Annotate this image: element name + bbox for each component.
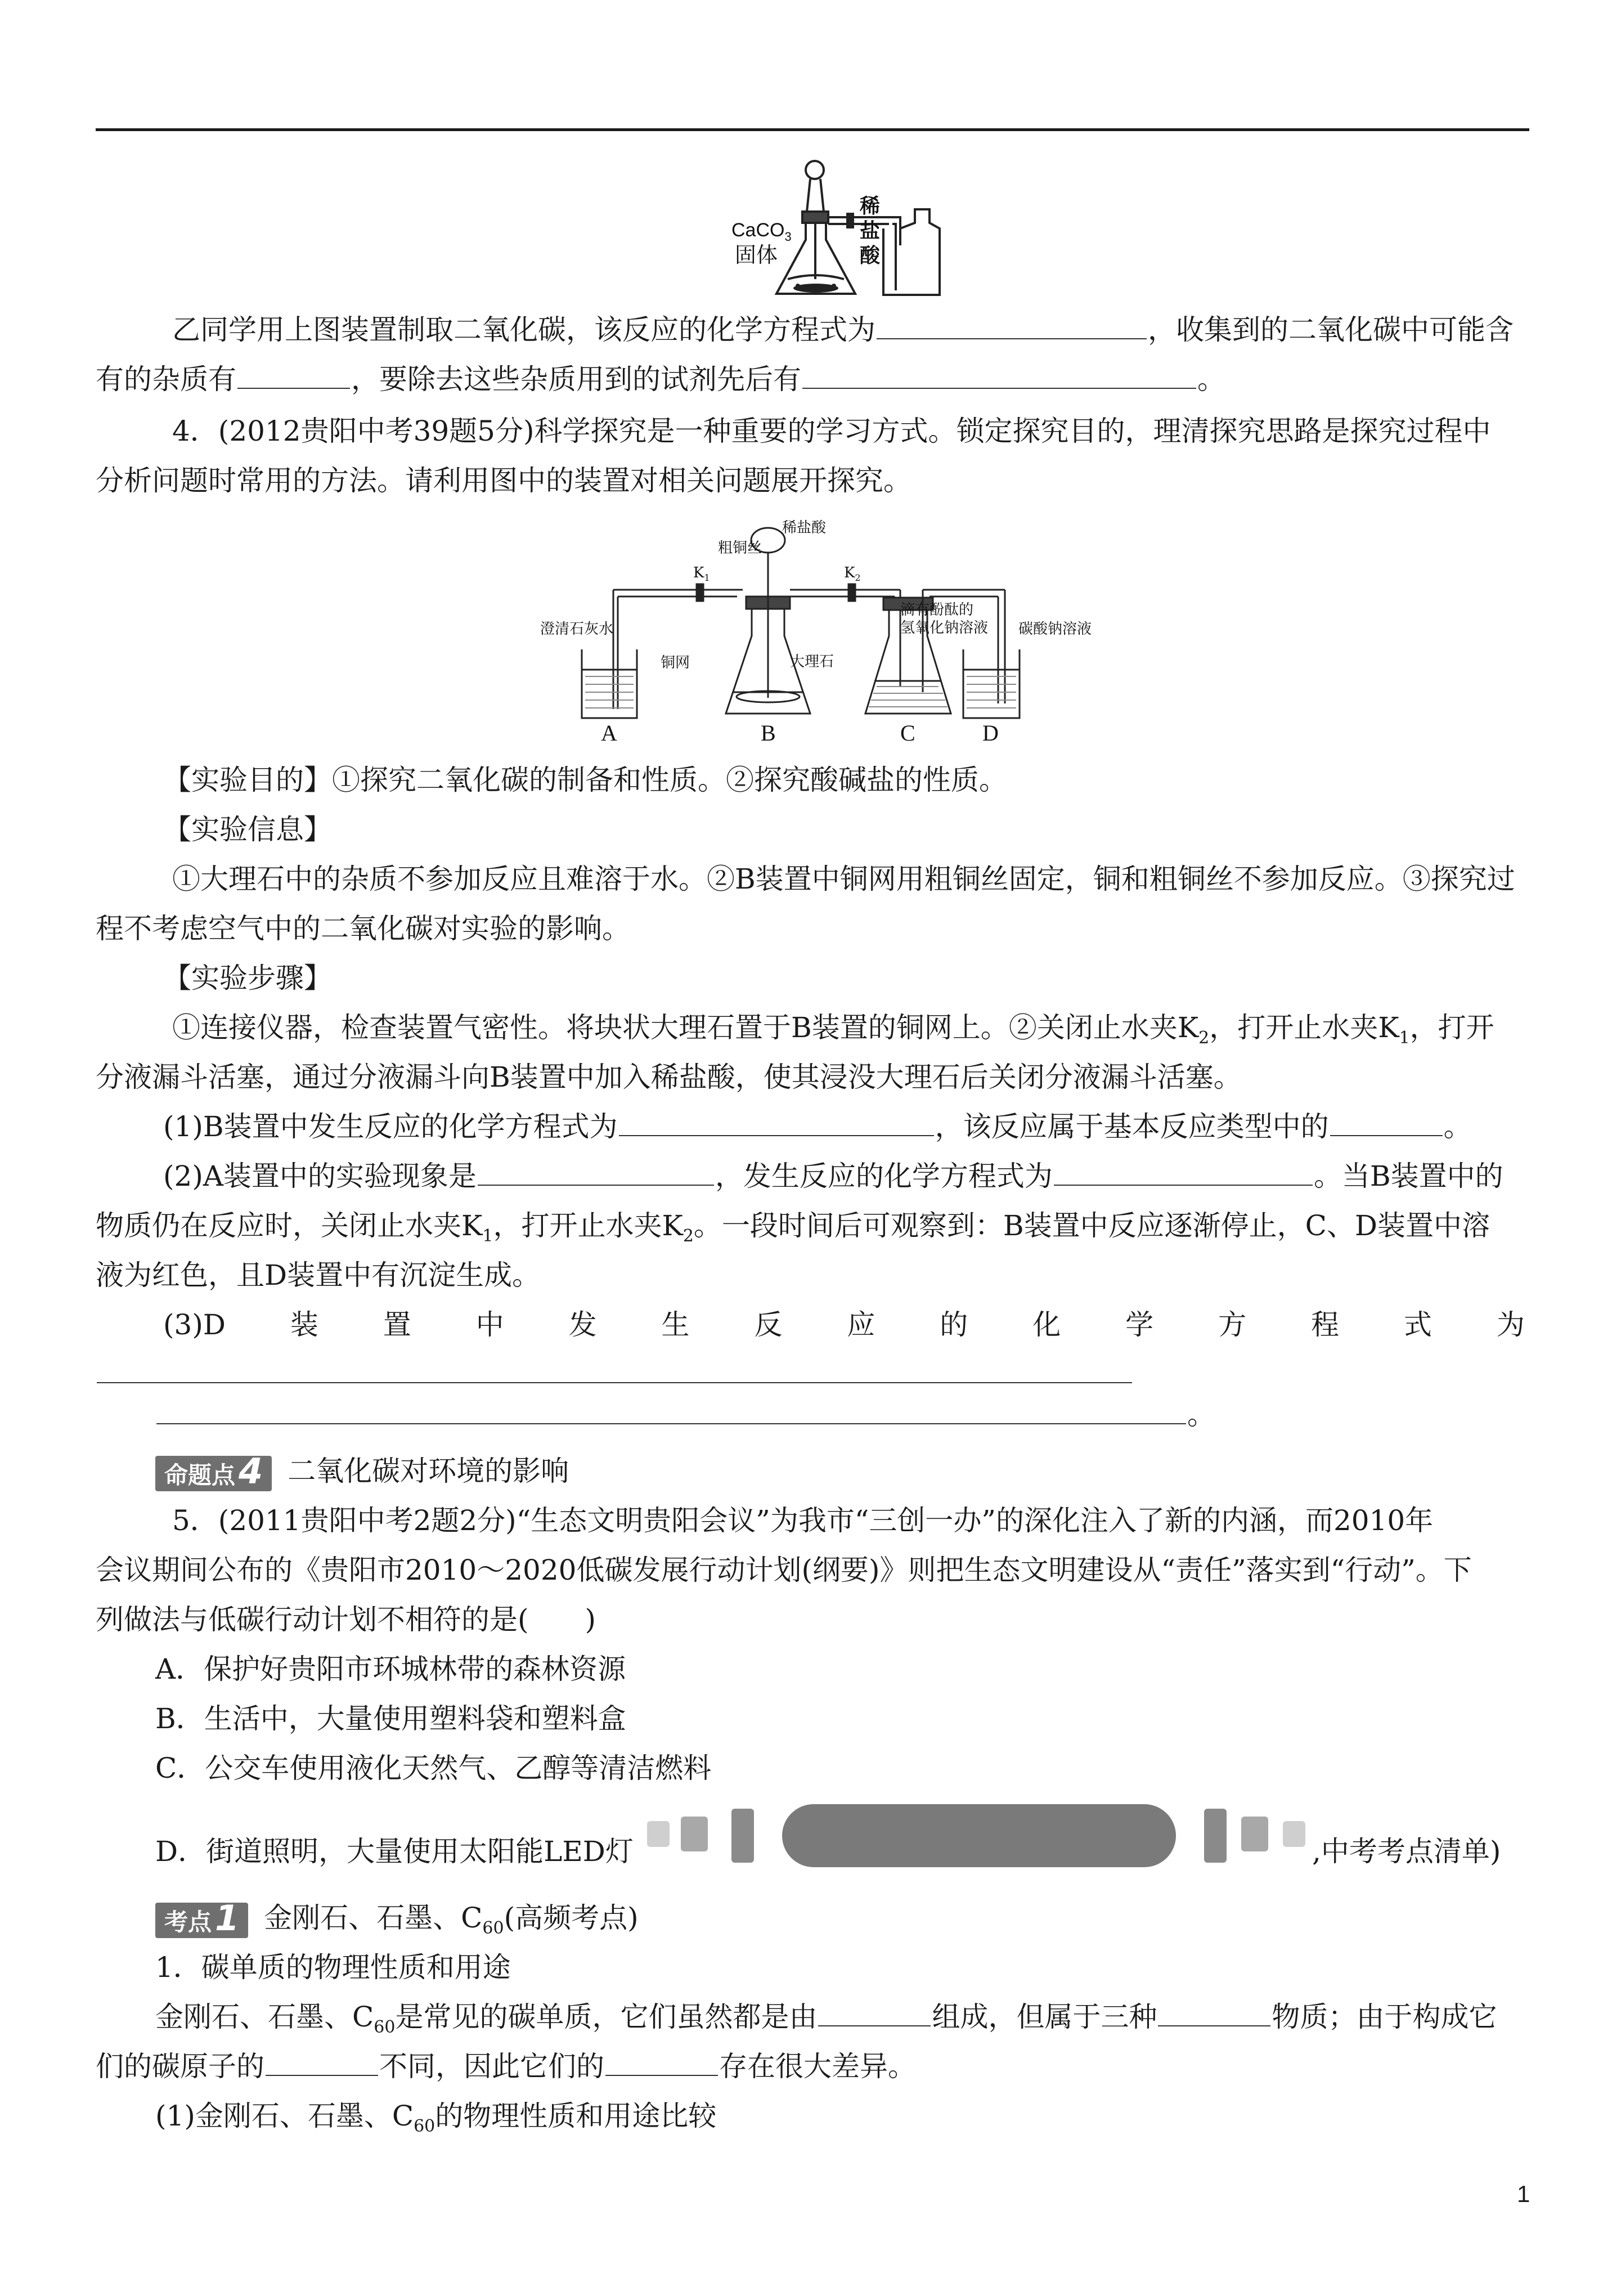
answer-blank[interactable] [156,1398,1186,1424]
k1-label: $K_1$ [693,564,710,583]
kaodian-tag: 考点1 [155,1903,248,1938]
label-d: D [982,720,999,743]
header-rule [96,128,1529,131]
acid-label-1: 稀 [860,194,881,218]
q4-sub3: (3)D 装 置 中 发 生 反 应 的 化 学 方 程 式 为 [163,1308,1525,1341]
acid-label-2: 盐 [860,219,881,243]
answer-blank[interactable] [619,1110,934,1136]
experiment-info-1: ①大理石中的杂质不参加反应且难溶于水。②B装置中铜网用粗铜丝固定，铜和粗铜丝不参加反应。③探究过 [172,863,1515,895]
na2co3-label: 碳酸钠溶液 [1018,621,1092,638]
answer-blank[interactable] [1054,1160,1313,1186]
acid-fig-label: 稀盐酸 [782,519,827,536]
banner-square [1241,1817,1268,1851]
q3-line1: 乙同学用上图装置制取二氧化碳，该反应的化学方程式为 ，收集到的二氧化碳中可能含 [172,313,1514,346]
mesh-label: 铜网 [661,654,690,671]
page-number: 1 [1517,2181,1530,2207]
q5-option-d[interactable]: D．街道照明，大量使用太阳能LED灯 [155,1835,634,1868]
q5-line2: 会议期间公布的《贵阳市2010～2020低碳发展行动计划(纲要)》则把生态文明建设从“责任”落实到“行动”。下 [96,1554,1472,1586]
section-1-heading: 1．碳单质的物理性质和用途 [155,1951,511,1984]
q4-line2: 分析问题时常用的方法。请利用图中的装置对相关问题展开探究。 [96,464,911,497]
k2-label: $K_2$ [844,564,861,583]
q3-line2: 有的杂质有 ，要除去这些杂质用到的试剂先后有 。 [96,363,1225,396]
banner-square [1283,1821,1305,1847]
answer-blank[interactable] [802,363,1196,389]
wire-label: 粗铜丝 [718,540,762,557]
experiment-steps-2: 分液漏斗活塞，通过分液漏斗向B装置中加入稀盐酸，使其浸没大理石后关闭分液漏斗活塞。 [96,1061,1242,1093]
answer-blank[interactable] [877,313,1147,339]
banner-square [731,1809,754,1863]
q4-sub2-line3: 液为红色，且D装置中有沉淀生成。 [96,1259,541,1292]
naoh-label-2: 氢氧化钠溶液 [900,620,989,636]
co2-generator-figure [731,155,968,307]
q4-sub3-end: 。 [155,1390,1215,1440]
banner-square [681,1817,708,1851]
solid-label: 固体 [735,243,778,267]
answer-blank[interactable] [266,2050,378,2076]
section-1-line1: 金刚石、石墨、$C_{60}$是常见的碳单质，它们虽然都是由 组成，但属于三种 物质；由于构成它 [155,2001,1497,2037]
q5-line1: 5．(2011贵阳中考2题2分)“生态文明贵阳会议”为我市“三创一办”的深化注入了新的内涵，而2010年 [172,1504,1434,1537]
q4-sub2: (2)A装置中的实验现象是 ，发生反应的化学方程式为 。当B装置中的 [163,1160,1503,1192]
label-c: C [900,720,915,743]
experiment-steps-1: ①连接仪器，检查装置气密性。将块状大理石置于B装置的铜网上。②关闭止水夹$K_2$，打开止水夹$K_1$，打开 [172,1011,1494,1048]
marble-label: 大理石 [790,653,834,670]
experiment-info-2: 程不考虑空气中的二氧化碳对实验的影响。 [96,912,630,945]
label-b: B [761,720,776,743]
answer-blank[interactable] [478,1160,714,1186]
answer-blank[interactable] [605,2050,718,2076]
answer-blank[interactable] [237,363,350,389]
limewater-label: 澄清石灰水 [540,621,614,638]
experiment-purpose: 【实验目的】①探究二氧化碳的制备和性质。②探究酸碱盐的性质。 [163,764,1007,796]
acid-label-3: 酸 [860,244,881,267]
section-1-line2: 们的碳原子的 不同，因此它们的 存在很大差异。 [96,2050,916,2083]
q4-sub1: (1)B装置中发生反应的化学方程式为 ，该反应属于基本反应类型中的 。 [163,1110,1472,1143]
answer-blank[interactable] [97,1357,1132,1383]
q4-line1: 4．(2012贵阳中考39题5分)科学探究是一种重要的学习方式。锁定探究目的，理清探究思路是探究过程中 [172,415,1491,447]
banner-square [647,1821,670,1847]
section-tag: 命题点4 [155,1456,272,1491]
naoh-label-1: 滴有酚酞的 [900,602,974,618]
label-a: A [601,720,617,743]
caco3-label: CaCO [731,219,785,241]
experiment-steps-title: 【实验步骤】 [163,962,332,994]
answer-blank[interactable] [1330,1110,1443,1136]
experiment-info-title: 【实验信息】 [163,813,332,846]
kaodian-1-heading: 考点1 金刚石、石墨、$C_{60}$(高频考点) [155,1893,639,1943]
apparatus-abcd-figure [540,518,1148,743]
q5-line3: 列做法与低碳行动计划不相符的是( ) [96,1603,596,1636]
svg-text:CaCO3 [731,219,792,244]
answer-blank[interactable] [818,2001,931,2026]
q5-option-b[interactable]: B．生活中，大量使用塑料袋和塑料盒 [155,1702,626,1735]
answer-blank[interactable] [1158,2001,1270,2026]
banner-bar [782,1804,1176,1867]
q4-sub2-line2: 物质仍在反应时，关闭止水夹$K_1$，打开止水夹$K_2$。一段时间后可观察到：B装置中反应逐渐停止，C、D装置中溶 [96,1209,1490,1246]
section-4-heading: 命题点4 二氧化碳对环境的影响 [155,1446,569,1496]
section-1-line3: (1)金刚石、石墨、$C_{60}$的物理性质和用途比较 [155,2100,717,2136]
banner-tail-text: ,中考考点清单) [1312,1835,1501,1868]
caco3-sub: 3 [784,230,792,244]
banner-square [1204,1809,1227,1863]
q5-option-a[interactable]: A．保护好贵阳市环城林带的森林资源 [155,1653,626,1685]
q5-option-c[interactable]: C．公交车使用液化天然气、乙醇等清洁燃料 [155,1752,712,1784]
